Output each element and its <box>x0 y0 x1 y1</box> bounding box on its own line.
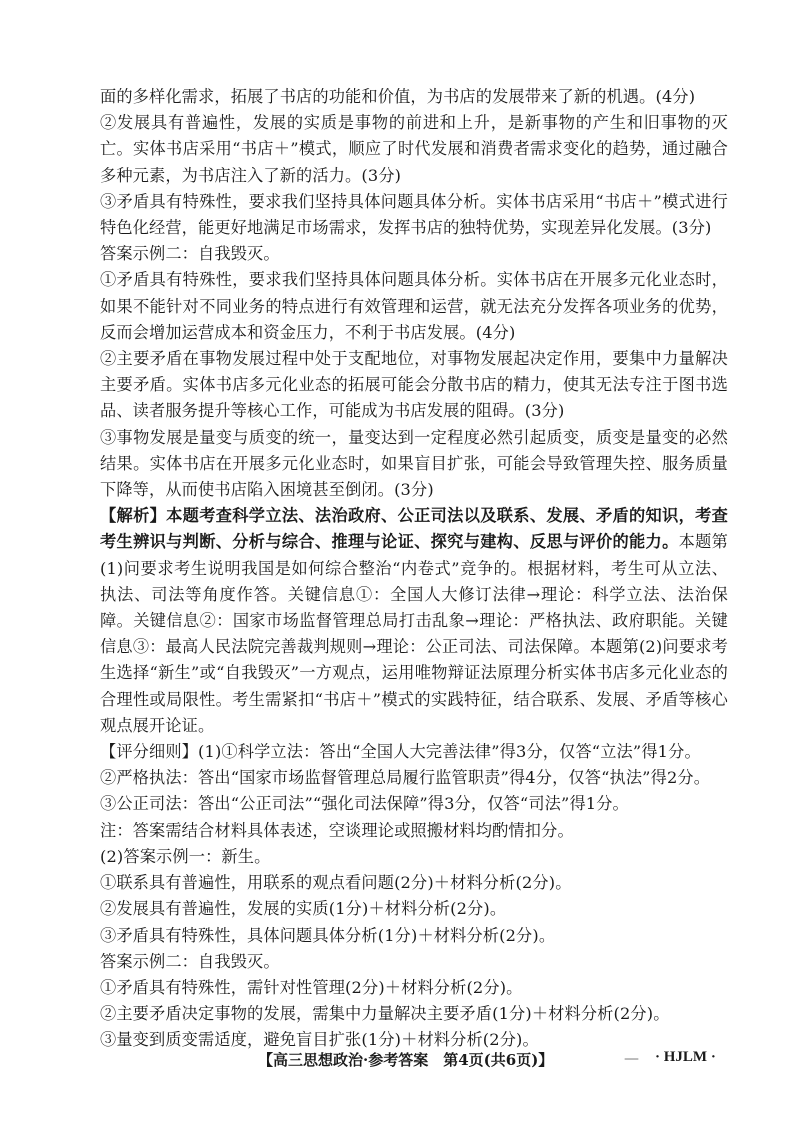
scoring-line: 【评分细则】(1)①科学立法：答出“全国人大完善法律”得3分，仅答“立法”得1分。 <box>100 742 701 762</box>
scoring-line: ③公正司法：答出“公正司法”“强化司法保障”得3分，仅答“司法”得1分。 <box>100 794 629 814</box>
analysis-heading: 【解析】本题考查科学立法、法治政府、公正司法以及联系、发展、矛盾的知识，考查考生辨识与判断、分析与综合、推理与论证、探究与建构、反思与评价的能力。 <box>100 506 728 552</box>
analysis-text: 本题第(1)问要求考生说明我国是如何综合整治“内卷式”竞争的。根据材料，考生可从立法、执法、司法等角度作答。关键信息①：全国人大修订法律→理论：科学立法、法治保障。关键信息②：国家市场监督管理总局打击乱象→理论：严格执法、政府职能。关键信息③：最高人民法院完善裁判规则→理论：公正司法、司法保障。本题第(2)问要求考生选择“新生”或“自我毁灭”一方观点，运用唯物辩证法原理分析实体书店多元化业态的合理性或局限性。考生需紧扣“书店＋”模式的实践特征，结合联系、发展、矛盾等核心观点展开论证。 <box>100 532 728 735</box>
scoring-line: ②主要矛盾决定事物的发展，需集中力量解决主要矛盾(1分)＋材料分析(2分)。 <box>100 1004 670 1024</box>
paragraph: ②发展具有普遍性，发展的实质是事物的前进和上升，是新事物的产生和旧事物的灭亡。实体书店采用“书店＋”模式，顺应了时代发展和消费者需求变化的趋势，通过融合多种元素，为书店注入了新的活力。(3分) <box>100 113 728 185</box>
scoring-line: (2)答案示例一：新生。 <box>100 846 271 866</box>
footer-page-info: 【高三思想政治·参考答案 第4页(共6页)】 <box>258 1051 554 1069</box>
scoring-line: ③量变到质变需适度，避免盲目扩张(1分)＋材料分析(2分)。 <box>100 1030 539 1050</box>
scoring-line: ②严格执法：答出“国家市场监督管理总局履行监管职责”得4分，仅答“执法”得2分。 <box>100 768 711 788</box>
scoring-line: 注：答案需结合材料具体表述，空谈理论或照搬材料均酌情扣分。 <box>100 820 574 840</box>
paragraph: ③矛盾具有特殊性，要求我们坚持具体问题具体分析。实体书店采用“书店＋”模式进行特色化经营，能更好地满足市场需求，发挥书店的独特优势，实现差异化发展。(3分) <box>100 191 728 238</box>
footer-mark: — <box>624 1049 639 1067</box>
answer-page-body <box>100 84 728 1054</box>
page-footer <box>0 1049 800 1075</box>
paragraph: 面的多样化需求，拓展了书店的功能和价值，为书店的发展带来了新的机遇。(4分) <box>100 87 696 106</box>
scoring-line: 答案示例二：自我毁灭。 <box>100 951 280 971</box>
paragraph: ②主要矛盾在事物发展过程中处于支配地位，对事物发展起决定作用，要集中力量解决主要矛盾。实体书店多元化业态的拓展可能会分散书店的精力，使其无法专注于图书选品、读者服务提升等核心工作，可能成为书店发展的阻碍。(3分) <box>100 349 728 421</box>
scoring-line: ①联系具有普遍性，用联系的观点看问题(2分)＋材料分析(2分)。 <box>100 873 572 893</box>
footer-code: · HJLM · <box>655 1049 716 1065</box>
paragraph: 答案示例二：自我毁灭。 <box>100 244 280 264</box>
scoring-line: ②发展具有普遍性，发展的实质(1分)＋材料分析(2分)。 <box>100 899 507 919</box>
paragraph: ③事物发展是量变与质变的统一，量变达到一定程度必然引起质变，质变是量变的必然结果。实体书店在开展多元化业态时，如果盲目扩张，可能会导致管理失控、服务质量下降等，从而使书店陷入困境甚至倒闭。(3分) <box>100 427 728 500</box>
scoring-line: ①矛盾具有特殊性，需针对性管理(2分)＋材料分析(2分)。 <box>100 977 523 997</box>
scoring-line: ③矛盾具有特殊性，具体问题具体分析(1分)＋材料分析(2分)。 <box>100 925 556 945</box>
paragraph: ①矛盾具有特殊性，要求我们坚持具体问题具体分析。实体书店在开展多元化业态时，如果不能针对不同业务的特点进行有效管理和运营，就无法充分发挥各项业务的优势，反而会增加运营成本和资金压力，不利于书店发展。(4分) <box>100 270 728 342</box>
analysis-section <box>100 503 728 739</box>
